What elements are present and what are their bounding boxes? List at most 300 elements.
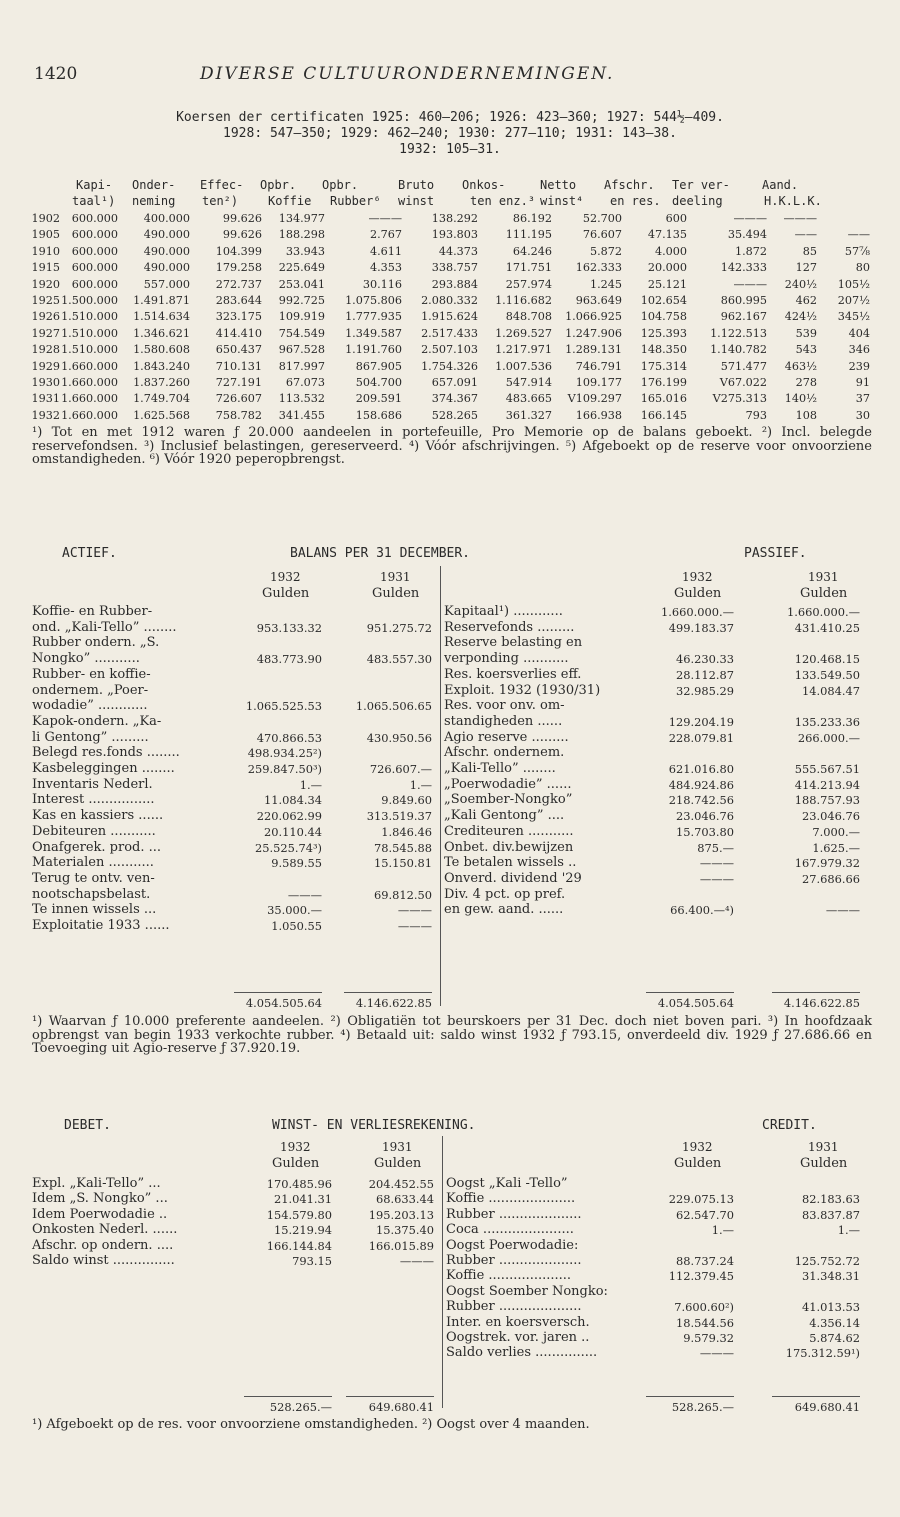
col-header: Kapi- — [76, 178, 113, 192]
credit-label: Koffie .................... — [446, 1268, 572, 1284]
debit-value-current: 1.050.55 — [271, 919, 322, 933]
credit-value-current: 229.075.13 — [668, 1192, 734, 1207]
table-cell: 361.327 — [505, 408, 552, 422]
col-header: Afschr. — [604, 178, 655, 192]
wv-title: WINST- EN VERLIESREKENING. — [272, 1118, 476, 1133]
debit-label: Belegd res.fonds ........ — [32, 745, 180, 761]
table-cell: V109.297 — [567, 392, 622, 406]
currency-header: Gulden — [674, 1156, 722, 1171]
table-cell: 99.626 — [222, 228, 262, 242]
table-cell: 1.837.260 — [133, 375, 190, 389]
table-cell: 600.000 — [71, 244, 118, 258]
year-header: 1931 — [808, 570, 839, 584]
currency-header: Gulden — [262, 586, 310, 601]
table-cell: 557.000 — [143, 277, 190, 291]
credit-value-current: 66.400.—⁴) — [670, 903, 734, 918]
credit-value-current: 228.079.81 — [668, 730, 734, 745]
credit-value-current: 499.183.37 — [668, 620, 734, 635]
credit-label: „Soember-Nongko” — [444, 792, 573, 808]
credit-value-current: 112.379.45 — [668, 1269, 734, 1284]
debit-label: Afschr. op ondern. .... — [32, 1237, 174, 1253]
credit-value-current: ——— — [699, 1346, 734, 1361]
credit-label: Oogst Poerwodadie: — [446, 1237, 579, 1253]
debit-value-current: 20.110.44 — [264, 824, 322, 839]
table-cell: 867.905 — [355, 359, 402, 373]
table-cell: 1.245 — [589, 277, 622, 291]
row-year: 1929 — [31, 359, 60, 373]
table-cell: 176.199 — [640, 375, 687, 389]
debit-label: Koffie- en Rubber- — [32, 604, 153, 619]
table-cell: 67.073 — [285, 375, 325, 389]
table-cell: 727.191 — [215, 375, 262, 389]
credit-label: Div. 4 pct. op pref. — [444, 886, 566, 902]
total-rule — [244, 1396, 332, 1397]
credit-label: Reservefonds ......... — [444, 619, 575, 635]
currency-header: Gulden — [272, 1156, 320, 1171]
debit-value-previous: 68.633.44 — [376, 1192, 434, 1207]
table-cell: 44.373 — [438, 244, 478, 258]
table-cell: 1.491.871 — [133, 293, 190, 307]
credit-label: verponding ........... — [444, 651, 569, 667]
table-cell: 345½ — [837, 310, 870, 324]
table-row — [32, 392, 872, 408]
credit-label: „Poerwodadie” ...... — [444, 776, 572, 792]
col-header: Opbr. — [322, 178, 359, 192]
debit-value-previous: ——— — [399, 1254, 434, 1268]
table-cell: V67.022 — [719, 375, 767, 389]
table-cell: 104.758 — [640, 310, 687, 324]
col-header: Opbr. — [260, 178, 297, 192]
table-cell: 4.611 — [369, 244, 402, 258]
credit-value-current: 9.579.32 — [683, 1331, 734, 1345]
table-row — [32, 245, 872, 261]
debit-value-previous: 204.452.55 — [368, 1177, 434, 1191]
table-cell: 600.000 — [71, 277, 118, 291]
col-header: ten²) — [202, 194, 239, 208]
debit-value-previous: 15.150.81 — [374, 856, 432, 871]
col-header: taal¹) — [72, 194, 116, 208]
table-cell: 1.510.000 — [61, 310, 118, 324]
main-table-body — [32, 212, 872, 425]
debit-label: Debiteuren ........... — [32, 823, 156, 839]
table-cell: 138.292 — [431, 212, 478, 225]
table-cell: 754.549 — [278, 326, 325, 340]
table-row — [32, 376, 872, 392]
debit-label: Terug te ontv. ven- — [32, 870, 155, 886]
table-cell: 171.751 — [505, 261, 552, 275]
col-header: Bruto — [398, 178, 435, 192]
credit-label: „Kali Gentong” .... — [444, 808, 565, 824]
table-cell: 600.000 — [71, 212, 118, 225]
total-rule — [346, 1396, 434, 1397]
table-cell: 91 — [855, 375, 870, 389]
wv-section — [32, 1118, 872, 1418]
debit-value-current: 1.— — [299, 777, 322, 792]
table-cell: 52.700 — [582, 212, 622, 225]
debit-value-previous: 951.275.72 — [366, 620, 432, 635]
credit-label: Oogst Soember Nongko: — [446, 1283, 608, 1299]
col-header: Effec- — [200, 178, 244, 192]
table-cell: 2.507.103 — [421, 343, 478, 357]
table-cell: 2.517.433 — [421, 326, 478, 340]
table-cell: 4.353 — [369, 261, 402, 275]
debit-value-current: 9.589.55 — [271, 856, 322, 871]
row-year: 1927 — [31, 326, 60, 340]
currency-header: Gulden — [374, 1156, 422, 1171]
credit-label: Rubber .................... — [446, 1253, 582, 1268]
table-cell: 323.175 — [215, 310, 262, 324]
note-text: ¹) Tot en met 1912 waren ƒ 20.000 aandeelen in portefeuille, Pro Memorie op de balans geboekt. ²) Incl. belegde reservefondsen. ³) Inclusief belastingen, gereserveerd. ⁴) Vóór afschrijvingen. ⁵) Afgeboekt op de reserve voor onvoorziene omstandigheden. ⁶) Vóór 1920 peperopbrengst. — [32, 425, 872, 468]
table-cell: 225.649 — [278, 261, 325, 275]
table-cell: 134.977 — [278, 212, 325, 225]
row-year: 1920 — [31, 277, 60, 291]
table-cell: 1.660.000 — [61, 375, 118, 389]
debit-value-previous: 15.375.40 — [376, 1223, 434, 1238]
table-cell: 175.314 — [640, 359, 687, 373]
col-header: H.K.L.K. — [764, 194, 822, 208]
debit-value-current: 170.485.96 — [266, 1177, 332, 1191]
credit-value-previous: 41.013.53 — [802, 1300, 860, 1315]
table-cell: 253.041 — [278, 277, 325, 291]
table-cell: 758.782 — [215, 408, 262, 422]
col-header: Onder- — [132, 178, 176, 192]
total-rule — [344, 992, 432, 993]
main-table — [32, 178, 872, 425]
col-header: Koffie — [268, 194, 312, 208]
credit-value-previous: ——— — [825, 903, 860, 918]
table-cell: 1.915.624 — [421, 310, 478, 324]
credit-value-previous: 1.625.— — [812, 840, 860, 855]
table-cell: 278 — [795, 375, 817, 389]
table-cell: 490.000 — [143, 244, 190, 258]
row-year: 1902 — [31, 212, 60, 225]
table-cell: —— — [794, 228, 817, 242]
note-text: ¹) Afgeboekt op de res. voor onvoorziene omstandigheden. ²) Oogst over 4 maanden. — [32, 1417, 590, 1432]
credit-value-current: 32.985.29 — [676, 683, 734, 698]
year-header: 1932 — [280, 1140, 311, 1154]
table-cell: 239 — [848, 359, 870, 373]
debit-label: Idem Poerwodadie .. — [32, 1206, 168, 1222]
table-cell: 5.872 — [589, 244, 622, 258]
table-cell: 539 — [795, 326, 817, 340]
table-row — [32, 212, 872, 228]
debit-label: Te innen wissels ... — [32, 902, 157, 918]
table-cell: 166.938 — [575, 408, 622, 422]
table-cell: 113.532 — [278, 392, 325, 406]
debit-value-current: 470.866.53 — [256, 730, 322, 745]
table-cell: 1.247.906 — [565, 326, 622, 340]
debit-label: Kas en kassiers ...... — [32, 808, 164, 824]
debit-value-previous: 313.519.37 — [366, 809, 432, 824]
table-cell: 374.367 — [431, 392, 478, 406]
debet-heading: DEBET. — [64, 1118, 111, 1133]
credit-value-current: 621.016.80 — [668, 762, 734, 776]
year-header: 1932 — [682, 570, 713, 584]
credit-label: Res. koersverlies eff. — [444, 666, 582, 682]
table-cell: 20.000 — [647, 261, 687, 275]
credit-value-previous: 7.000.— — [812, 824, 860, 839]
table-cell: 76.607 — [582, 228, 622, 242]
table-cell: 179.258 — [215, 261, 262, 275]
table-cell: 462 — [795, 293, 817, 307]
total-left-previous: 649.680.41 — [368, 1400, 434, 1414]
credit-value-previous: 266.000.— — [797, 730, 860, 745]
table-cell: 158.686 — [355, 408, 402, 422]
table-cell: 571.477 — [720, 359, 767, 373]
table-cell: 85 — [802, 244, 817, 258]
table-cell: 1.075.806 — [345, 293, 402, 307]
balans-section — [32, 546, 872, 1016]
table-cell: 992.725 — [278, 293, 325, 307]
running-head: DIVERSE CULTUURONDERNEMINGEN. — [200, 64, 615, 84]
table-row — [32, 278, 872, 294]
table-cell: 600 — [665, 212, 687, 225]
table-cell: 86.192 — [512, 212, 552, 225]
currency-header: Gulden — [674, 586, 722, 601]
total-right-previous: 649.680.41 — [794, 1400, 860, 1414]
credit-value-current: 23.046.76 — [676, 809, 734, 824]
total-left-previous: 4.146.622.85 — [355, 996, 432, 1010]
table-cell: 1.116.682 — [495, 293, 552, 307]
table-cell: 726.607 — [215, 392, 262, 406]
credit-value-previous: 1.660.000.— — [787, 605, 860, 619]
credit-value-current: 18.544.56 — [676, 1315, 734, 1330]
col-header: winst⁴ — [540, 194, 584, 208]
debit-value-previous: 78.545.88 — [374, 840, 432, 855]
credit-label: Koffie ..................... — [446, 1191, 576, 1207]
debit-value-current: 166.144.84 — [266, 1238, 332, 1253]
table-cell: 109.919 — [278, 310, 325, 324]
column-divider — [442, 1136, 443, 1408]
credit-value-current: 62.547.70 — [676, 1207, 734, 1222]
debit-value-current: 498.934.25²) — [247, 746, 322, 761]
debit-value-previous: 430.950.56 — [366, 730, 432, 745]
table-cell: 1.122.513 — [710, 326, 767, 340]
table-cell: 817.997 — [278, 359, 325, 373]
col-header: winst — [398, 194, 435, 208]
debit-label: Rubber ondern. „S. — [32, 635, 160, 651]
table-cell: 657.091 — [431, 375, 478, 389]
page-number: 1420 — [34, 64, 78, 84]
row-year: 1925 — [31, 293, 60, 307]
year-header: 1931 — [808, 1140, 839, 1154]
table-cell: 543 — [795, 343, 817, 357]
credit-heading: CREDIT. — [762, 1118, 817, 1133]
debit-label: Nongko” ........... — [32, 651, 140, 667]
debit-value-current: ——— — [287, 887, 322, 902]
credit-value-current: ——— — [699, 871, 734, 886]
table-cell: 1.289.131 — [565, 343, 622, 357]
table-cell: 1.777.935 — [345, 310, 402, 324]
table-cell: 33.943 — [285, 244, 325, 258]
credit-value-previous: 414.213.94 — [794, 777, 860, 792]
table-cell: 600.000 — [71, 228, 118, 242]
table-cell: 4.000 — [654, 244, 687, 258]
debit-label: li Gentong” ......... — [32, 729, 149, 745]
debit-value-previous: 166.015.89 — [368, 1238, 434, 1253]
credit-value-previous: 1.— — [837, 1223, 860, 1238]
credit-value-previous: 133.549.50 — [794, 667, 860, 682]
debit-value-current: 259.847.50³) — [247, 762, 322, 776]
table-cell: 111.195 — [505, 228, 552, 242]
table-cell: 283.644 — [215, 293, 262, 307]
table-cell: 1.843.240 — [133, 359, 190, 373]
debit-value-previous: 1.065.506.65 — [355, 699, 432, 714]
credit-label: en gew. aand. ...... — [444, 902, 564, 918]
total-rule — [646, 992, 734, 993]
table-cell: ——— — [733, 277, 767, 291]
table-cell: 109.177 — [575, 375, 622, 389]
col-header: Rubber⁶ — [330, 194, 381, 208]
total-left-current: 528.265.— — [269, 1400, 332, 1414]
notes-balans — [32, 1015, 872, 1056]
currency-header: Gulden — [800, 1156, 848, 1171]
debit-label: Kapok-ondern. „Ka- — [32, 713, 162, 729]
table-cell: 710.131 — [215, 359, 262, 373]
row-year: 1928 — [31, 343, 60, 357]
table-cell: 1.660.000 — [61, 408, 118, 422]
credit-label: Agio reserve ......... — [444, 729, 569, 745]
debit-value-previous: 1.846.46 — [381, 824, 432, 839]
passief-heading: PASSIEF. — [744, 546, 807, 561]
table-cell: 848.708 — [505, 310, 552, 324]
table-cell: 293.884 — [431, 277, 478, 291]
credit-value-current: 875.— — [697, 840, 734, 855]
koersen-line: 1928: 547—350; 1929: 462—240; 1930: 277—110; 1931: 143—38. — [223, 126, 677, 141]
year-header: 1932 — [270, 570, 301, 584]
row-year: 1926 — [31, 310, 60, 324]
debit-value-current: 220.062.99 — [256, 809, 322, 824]
credit-value-previous: 175.312.59¹) — [785, 1346, 860, 1361]
year-header: 1932 — [682, 1140, 713, 1154]
table-cell: 35.494 — [727, 228, 767, 242]
table-row — [32, 327, 872, 343]
table-cell: 165.016 — [640, 392, 687, 406]
table-row — [32, 409, 872, 425]
table-cell: 1.625.568 — [133, 408, 190, 422]
debit-value-current: 21.041.31 — [274, 1192, 332, 1207]
debit-label: Idem „S. Nongko” ... — [32, 1191, 168, 1207]
table-cell: 490.000 — [143, 261, 190, 275]
debit-label: Interest ................ — [32, 792, 155, 808]
credit-value-current: 7.600.60²) — [674, 1300, 734, 1315]
table-cell: 148.350 — [640, 343, 687, 357]
credit-value-current: ——— — [699, 856, 734, 871]
table-cell: 860.995 — [720, 293, 767, 307]
table-cell: 1.754.326 — [421, 359, 478, 373]
credit-label: Oogst „Kali -Tello” — [446, 1176, 568, 1191]
total-rule — [772, 992, 860, 993]
debit-value-current: 483.773.90 — [256, 652, 322, 667]
table-cell: 746.791 — [575, 359, 622, 373]
table-cell: 1.580.608 — [133, 343, 190, 357]
debit-value-previous: 483.557.30 — [366, 652, 432, 667]
table-cell: V275.313 — [712, 392, 767, 406]
table-cell: 166.145 — [640, 408, 687, 422]
debit-label: Inventaris Nederl. — [32, 776, 153, 792]
debit-label: Saldo winst ............... — [32, 1253, 175, 1268]
col-header: en res. — [610, 194, 661, 208]
credit-label: Te betalen wissels .. — [444, 855, 577, 871]
table-cell: 962.167 — [720, 310, 767, 324]
col-header: Onkos- — [462, 178, 506, 192]
table-cell: ——— — [783, 212, 817, 225]
row-year: 1930 — [31, 375, 60, 389]
actief-heading: ACTIEF. — [62, 546, 117, 561]
table-cell: 600.000 — [71, 261, 118, 275]
table-cell: 504.700 — [355, 375, 402, 389]
credit-label: Kapitaal¹) ............ — [444, 604, 563, 619]
table-cell: 793 — [745, 408, 767, 422]
debit-value-previous: ——— — [397, 919, 432, 933]
credit-label: Coca ...................... — [446, 1222, 574, 1238]
credit-label: Exploit. 1932 (1930/31) — [444, 682, 601, 698]
col-header: Netto — [540, 178, 577, 192]
table-cell: 1.346.621 — [133, 326, 190, 340]
credit-value-current: 1.— — [711, 1223, 734, 1238]
credit-label: „Kali-Tello” ........ — [444, 761, 556, 776]
table-cell: 30 — [855, 408, 870, 422]
credit-value-previous: 555.567.51 — [794, 762, 860, 776]
table-cell: 650.437 — [215, 343, 262, 357]
credit-label: Reserve belasting en — [444, 635, 583, 651]
table-cell: 140½ — [784, 392, 817, 406]
credit-value-previous: 188.757.93 — [794, 793, 860, 808]
table-cell: 37 — [855, 392, 870, 406]
table-cell: 2.080.332 — [421, 293, 478, 307]
table-cell: 257.974 — [505, 277, 552, 291]
table-row — [32, 360, 872, 376]
credit-label: Crediteuren ........... — [444, 823, 574, 839]
debit-value-current: 1.065.525.53 — [245, 699, 322, 714]
credit-label: Onverd. dividend '29 — [444, 870, 582, 886]
credit-value-current: 1.660.000.— — [661, 605, 734, 619]
table-cell: ——— — [733, 212, 767, 225]
table-cell: 547.914 — [505, 375, 552, 389]
table-cell: 25.121 — [647, 277, 687, 291]
credit-value-previous: 135.233.36 — [794, 714, 860, 729]
table-row — [32, 343, 872, 359]
debit-value-previous: 9.849.60 — [381, 793, 432, 808]
table-cell: —— — [847, 228, 870, 242]
column-divider — [440, 566, 441, 1006]
col-header: ten enz.³ — [470, 194, 536, 208]
table-cell: 272.737 — [215, 277, 262, 291]
note-text: ¹) Waarvan ƒ 10.000 preferente aandeelen. ²) Obligatiën tot beurskoers per 31 Dec. doch niet boven pari. ³) In hoofdzaak opbrengst van begin 1933 verkochte rubber. ⁴) Betaald uit: saldo winst 1932 ƒ 793.15, onverdeeld div. 1929 ƒ 27.686.66 en Toevoeging uit Agio-reserve ƒ 37.920.19. — [32, 1014, 872, 1057]
debit-value-previous: ——— — [397, 903, 432, 918]
table-cell: 142.333 — [720, 261, 767, 275]
credit-value-previous: 23.046.76 — [802, 809, 860, 824]
debit-value-previous: 726.607.— — [369, 762, 432, 776]
table-cell: 424½ — [784, 310, 817, 324]
table-cell: 1.217.971 — [495, 343, 552, 357]
table-cell: 99.626 — [222, 212, 262, 225]
credit-value-previous: 83.837.87 — [802, 1207, 860, 1222]
table-cell: 346 — [848, 343, 870, 357]
table-cell: 1.066.925 — [565, 310, 622, 324]
table-cell: 188.298 — [278, 228, 325, 242]
credit-label: Inter. en koersversch. — [446, 1314, 590, 1330]
debit-label: Onkosten Nederl. ...... — [32, 1222, 178, 1238]
table-cell: 404 — [848, 326, 870, 340]
debit-label: nootschapsbelast. — [32, 886, 151, 902]
row-year: 1905 — [31, 228, 60, 242]
debit-value-current: 154.579.80 — [266, 1207, 332, 1222]
table-cell: 1.749.704 — [133, 392, 190, 406]
table-cell: 1.510.000 — [61, 343, 118, 357]
total-right-current: 4.054.505.64 — [657, 996, 734, 1010]
credit-label: Oogstrek. vor. jaren .. — [446, 1330, 590, 1345]
